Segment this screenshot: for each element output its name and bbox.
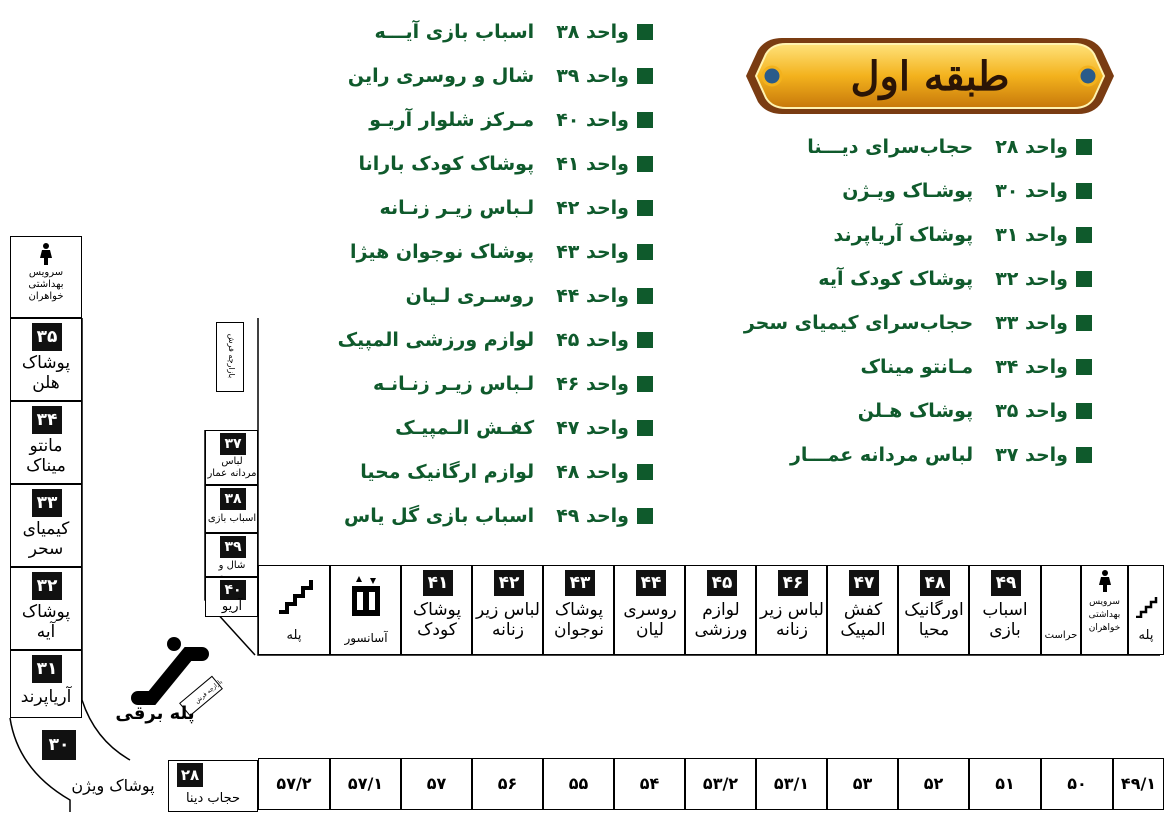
unit-number: ۵۳/۱ [773,774,810,793]
unit-number: ۲۸ [177,763,203,787]
unit-47 [827,565,898,655]
elevator-icon [351,574,381,618]
unit-37 [205,430,258,485]
unit-39 [205,533,258,577]
woman-icon [1098,570,1112,592]
unit-57-2 [258,758,330,810]
unit-label: اسباب بازی [982,600,1028,640]
unit-number: ۴۲ [494,570,524,596]
list-item: واحد ۳۴ مـانتو میناک [744,345,1092,389]
unit-53-1 [756,758,827,810]
list-item: واحد ۴۵ لوازم ورزشی المپیک [338,318,653,362]
unit-44 [614,565,685,655]
box-label: بازارچه فرش [227,333,236,379]
unit-number: ۳۹ [220,536,246,558]
unit-28 [168,760,258,812]
unit-50 [1041,758,1113,810]
list-item: واحد ۳۹ شال و روسری راین [338,54,653,98]
unit-number: ۳۲ [32,572,62,600]
unit-label: کفش المپیک [840,600,886,640]
unit-number: ۳۳ [32,489,62,517]
list-item: واحد ۴۹ اسباب بازی گل یاس [338,494,653,538]
list-item: واحد ۴۱ پوشاک کودک بارانا [338,142,653,186]
unit-number: ۴۸ [920,570,950,596]
list-item: واحد ۴۲ لـباس زیـر زنـانه [338,186,653,230]
unit-number: ۴۳ [565,570,595,596]
unit-42 [472,565,543,655]
unit-56 [472,758,543,810]
unit-label: پوشاک آیه [21,602,71,642]
unit-number: ۵۷/۱ [347,774,384,793]
unit-34 [10,401,82,484]
unit-label: روسری لیان [623,600,677,640]
unit-31 [10,650,82,718]
unit-55 [543,758,614,810]
list-item: واحد ۳۳ حجاب‌سرای کیمیای سحر [744,301,1092,345]
unit-number: ۴۶ [778,570,808,596]
stairs-cell-right [1128,565,1164,655]
unit-number: ۵۷ [426,774,447,793]
unit-label: لباس زیر زنانه [760,600,824,640]
unit-52 [898,758,969,810]
restroom-label: سرویس بهداشتی خواهران [28,267,64,302]
unit-number: ۳۷ [220,433,246,455]
unit-label: آسانسور [344,631,388,645]
unit-number: ۳۱ [32,655,62,683]
escalator-label: پله برقی [115,703,195,724]
unit-label: شال و [218,560,246,571]
unit-label: حجاب دینا [185,791,241,806]
unit-label: لباس مردانه عمار [207,456,257,479]
unit-label: اسباب بازی [207,513,257,524]
unit-number: ۴۹ [991,570,1021,596]
list-item: واحد ۳۰ پوشـاک ویـژن [744,169,1092,213]
unit-49-1 [1113,758,1164,810]
unit-30-label: پوشاک ویژن [71,776,155,795]
unit-49 [969,565,1041,655]
unit-number: ۴۷ [849,570,879,596]
unit-53-2 [685,758,756,810]
unit-41 [401,565,472,655]
list-item: واحد ۴۷ کفـش الـمپیـک [338,406,653,450]
unit-number: ۴۱ [423,570,453,596]
unit-48 [898,565,969,655]
unit-54 [614,758,685,810]
unit-number: ۴۹/۱ [1120,774,1157,793]
unit-43 [543,565,614,655]
unit-30-number: ۳۰ [42,730,76,760]
unit-label: آریاپرند [20,687,72,707]
list-item: واحد ۴۴ روسـری لـیان [338,274,653,318]
unit-number: ۳۵ [32,323,62,351]
list-item: واحد ۳۵ پوشاک هـلن [744,389,1092,433]
stairs-icon [1135,596,1159,618]
unit-label: پوشاک هلن [21,353,71,393]
security-cell [1041,565,1081,655]
unit-40 [205,577,258,617]
unit-number: ۵۶ [497,774,518,793]
unit-53 [827,758,898,810]
unit-label: لباس زیر زنانه [476,600,540,640]
stairs-icon [277,576,317,614]
list-item: واحد ۴۰ مـرکز شلوار آریـو [338,98,653,142]
list-item: واحد ۴۶ لـباس زیـر زنـانـه [338,362,653,406]
unit-number: ۵۰ [1067,774,1087,793]
carpet-bazaar-box [216,322,244,392]
list-item: واحد ۳۸ اسباب بازی آیـــه [338,10,653,54]
list-item: واحد ۲۸ حجاب‌سرای دیـــنا [744,125,1092,169]
unit-57 [401,758,472,810]
elevator-cell [330,565,401,655]
unit-label: اورگانیک محیا [904,600,964,640]
stairs-cell [258,565,330,655]
unit-57-1 [330,758,401,810]
unit-number: ۵۳ [852,774,873,793]
unit-label: مانتو میناک [26,436,66,476]
unit-label: حراست [1044,630,1078,641]
unit-label: پله [286,628,302,643]
unit-label: کیمیای سحر [22,519,70,559]
floor-title: طبقه اول [850,52,1010,100]
unit-number: ۴۴ [636,570,666,596]
unit-38 [205,485,258,533]
unit-number: ۵۴ [639,774,660,793]
escalator-tag: بازارچه فرش [193,678,224,706]
unit-number: ۳۴ [32,406,62,434]
unit-number: ۴۰ [220,580,246,600]
unit-45 [685,565,756,655]
unit-33 [10,484,82,567]
list-item: واحد ۳۲ پوشاک کودک آیه [744,257,1092,301]
unit-label: لوازم ورزشی [694,600,748,640]
list-item: واحد ۴۳ پوشاک نوجوان هیژا [338,230,653,274]
restroom-left [10,236,82,318]
unit-number: ۵۷/۲ [276,774,312,793]
list-item: واحد ۳۷ لباس مردانه عمـــار [744,433,1092,477]
list-item: واحد ۴۸ لوازم ارگانیک محیا [338,450,653,494]
unit-number: ۵۲ [923,774,944,793]
unit-label: پوشاک نوجوان [553,600,604,640]
unit-number: ۴۵ [707,570,737,596]
unit-label: پله [1138,628,1154,643]
unit-label: پوشاک کودک [412,600,462,640]
restroom-right [1081,565,1128,655]
unit-51 [969,758,1041,810]
unit-number: ۵۳/۲ [702,774,739,793]
woman-icon [39,243,53,265]
unit-number: ۳۸ [220,488,246,510]
unit-35 [10,318,82,401]
list-item: واحد ۳۱ پوشاک آریاپرند [744,213,1092,257]
restroom-label: سرویس بهداشتی خواهران [1088,597,1121,633]
unit-label: آریو [221,599,243,614]
unit-number: ۵۱ [995,774,1015,793]
unit-number: ۵۵ [568,774,589,793]
unit-46 [756,565,827,655]
unit-32 [10,567,82,650]
